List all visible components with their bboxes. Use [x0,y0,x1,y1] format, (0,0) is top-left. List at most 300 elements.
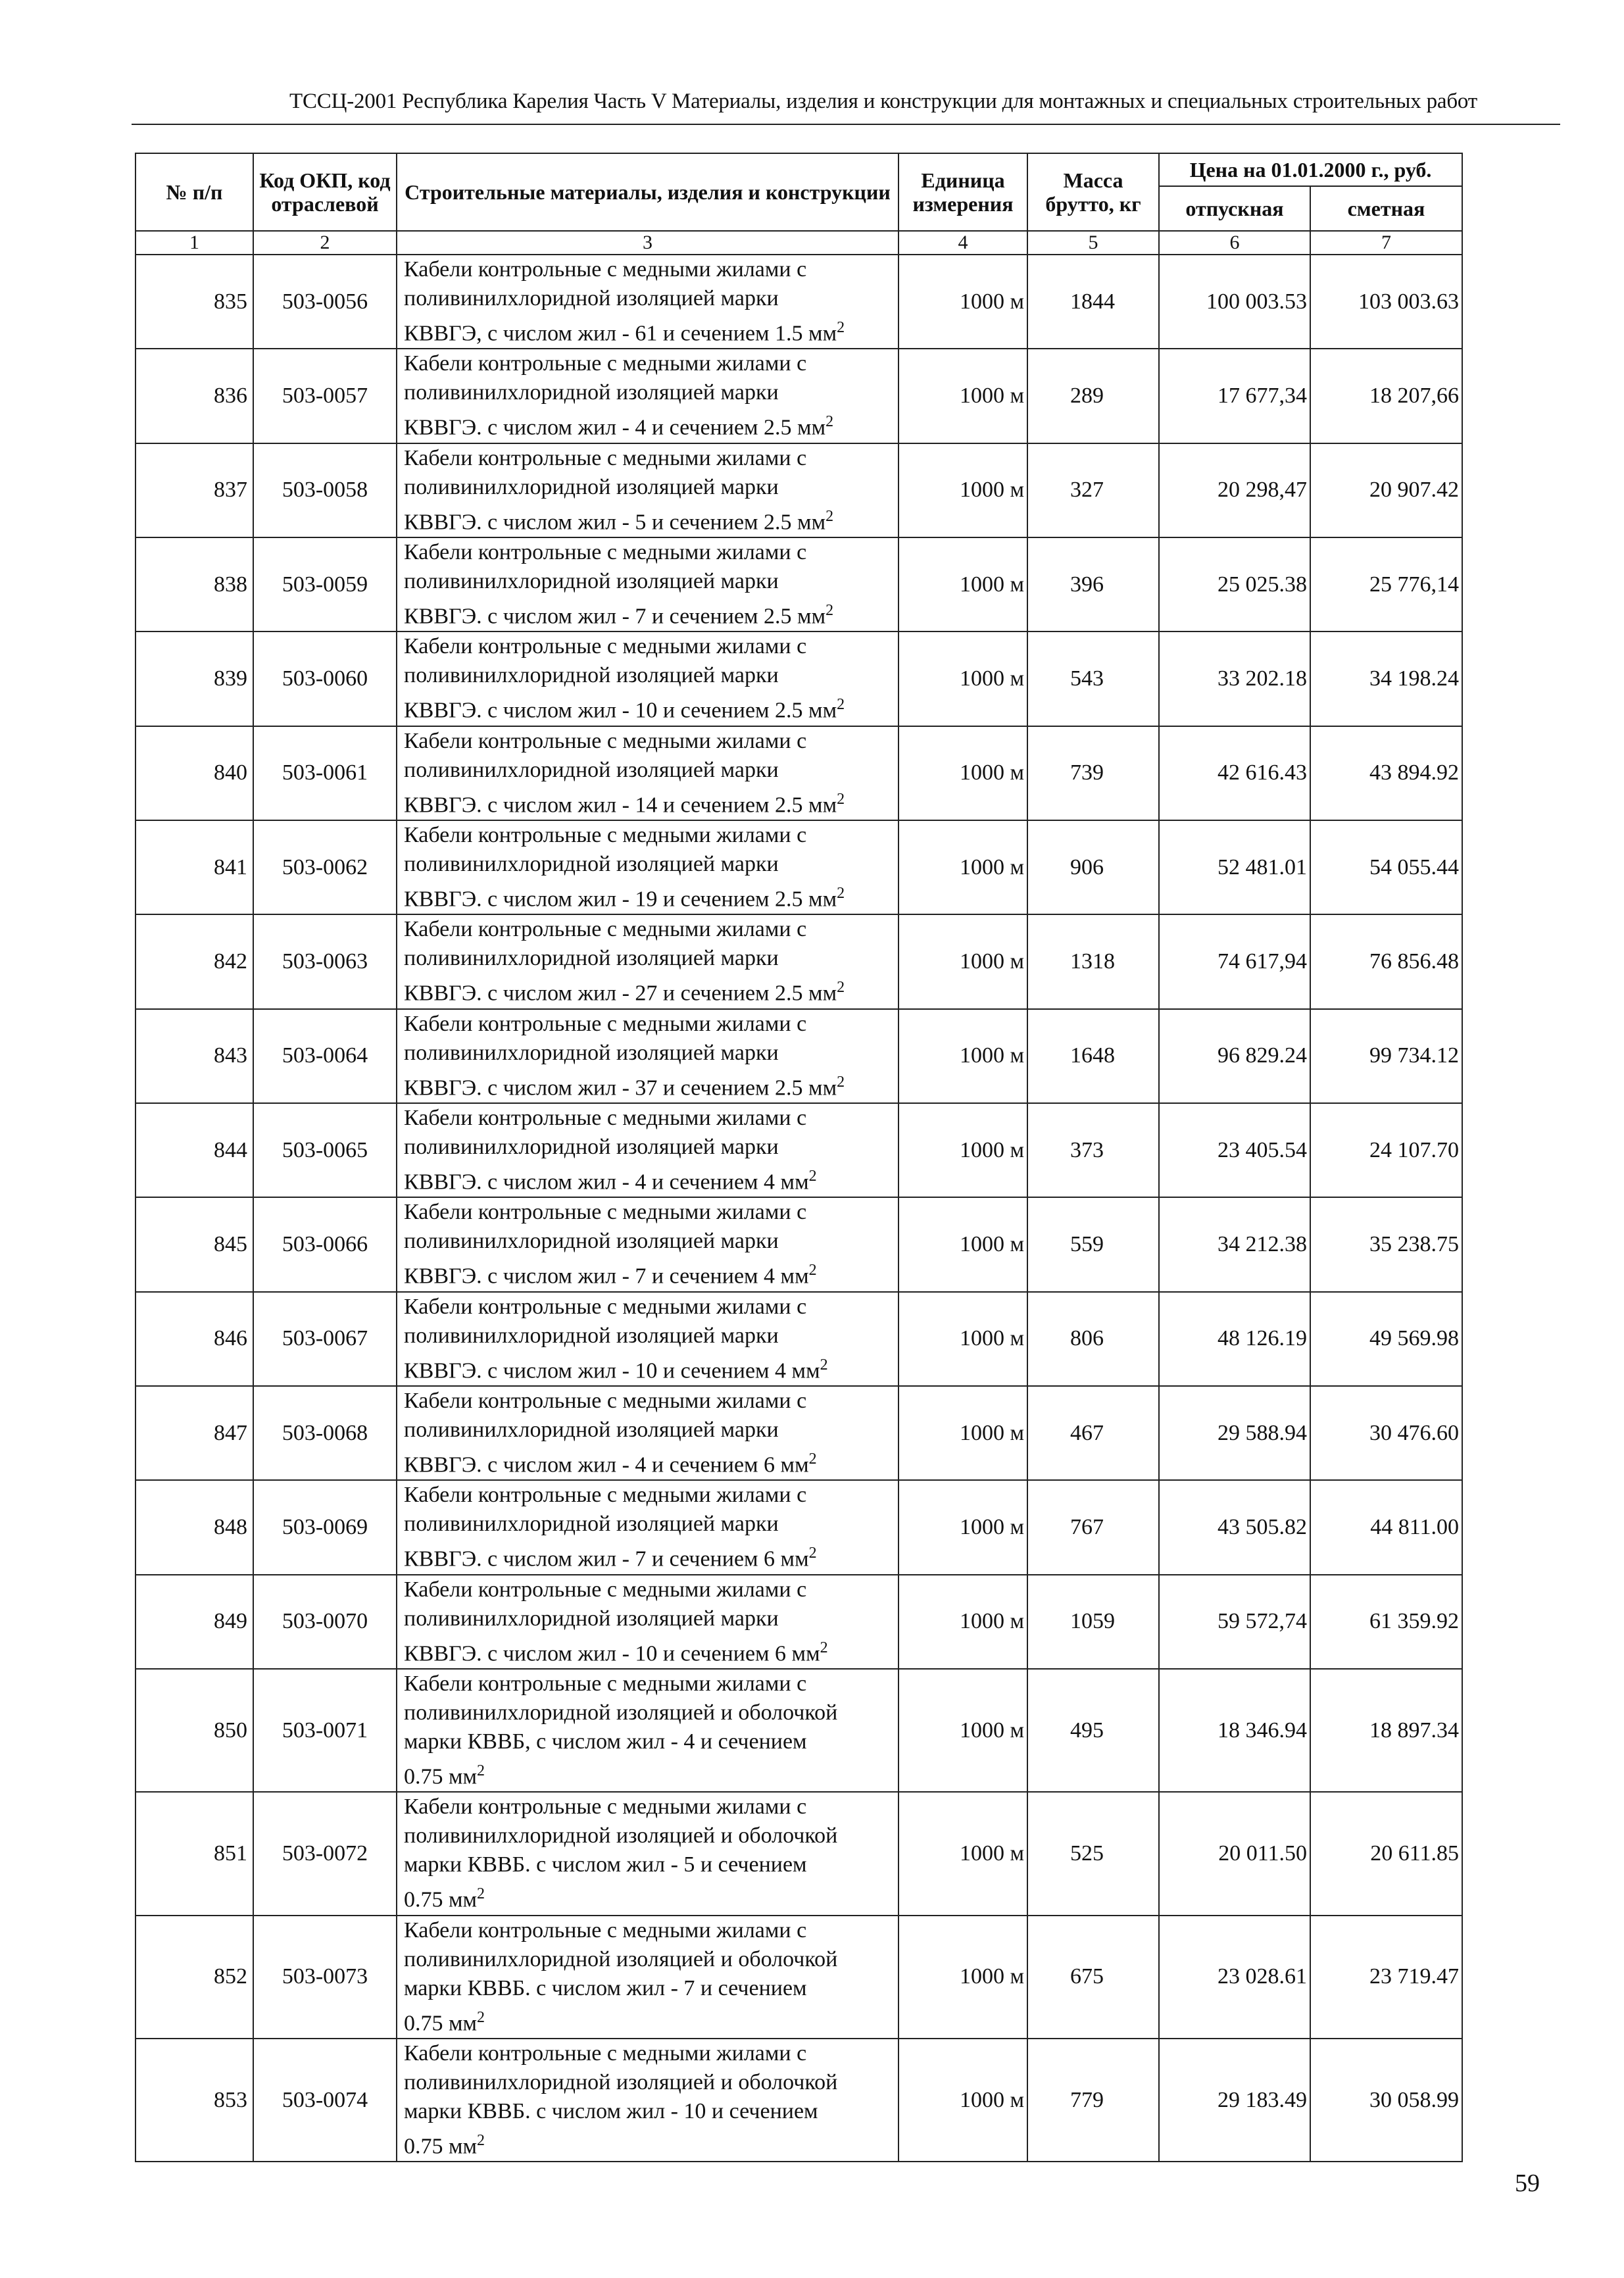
unit-superscript: 2 [825,601,834,619]
description-text: Кабели контрольные с медными жилами с [404,1200,807,1225]
row-price-release: 23 405.54 [1159,1103,1310,1197]
row-unit: 1000 м [898,537,1027,631]
unit-superscript: 2 [808,1450,817,1468]
row-mass: 806 [1027,1292,1159,1386]
row-price-estimate: 30 476.60 [1310,1386,1462,1480]
description-line [404,1793,898,1821]
table-row [135,1103,1462,1197]
description-text: Кабели контрольные с медными жилами с [404,634,807,659]
description-text: Кабели контрольные с медными жилами с [404,1918,807,1943]
description-text: КВВГЭ. с числом жил - 10 и сечением 4 мм [404,1358,820,1383]
description-line [404,1604,898,1633]
row-price-release: 34 212.38 [1159,1197,1310,1291]
row-code: 503-0061 [253,726,397,820]
row-price-estimate: 34 198.24 [1310,631,1462,726]
row-number: 839 [135,631,253,726]
row-price-release: 42 616.43 [1159,726,1310,820]
description-line [404,821,898,850]
table-row [135,537,1462,631]
description-line [404,502,898,537]
row-description [397,1009,898,1103]
row-number: 844 [135,1103,253,1197]
row-mass: 675 [1027,1916,1159,2039]
row-mass: 396 [1027,537,1159,631]
row-price-estimate: 43 894.92 [1310,726,1462,820]
description-line [404,1104,898,1133]
column-number: 1 [135,231,253,255]
page-number: 59 [1515,2169,1540,2197]
table-row [135,914,1462,1008]
row-unit: 1000 м [898,1103,1027,1197]
description-line [404,2097,898,2126]
row-description [397,255,898,349]
description-line [404,538,898,567]
row-code: 503-0071 [253,1669,397,1792]
description-text: поливинилхлоридной изоляцией марки [404,1606,779,1631]
row-unit: 1000 м [898,1009,1027,1103]
description-line [404,2068,898,2097]
row-price-release: 29 183.49 [1159,2039,1310,2162]
table-row [135,1916,1462,2039]
row-number: 850 [135,1669,253,1792]
row-description [397,1292,898,1386]
row-mass: 495 [1027,1669,1159,1792]
row-code: 503-0056 [253,255,397,349]
description-line [404,2003,898,2038]
description-line [404,1575,898,1604]
row-description [397,1792,898,1915]
row-price-release: 20 011.50 [1159,1792,1310,1915]
row-price-estimate: 35 238.75 [1310,1197,1462,1291]
row-unit: 1000 м [898,1480,1027,1574]
row-price-release: 20 298,47 [1159,443,1310,537]
description-line [404,1945,898,1974]
description-text: КВВГЭ. с числом жил - 7 и сечением 4 мм [404,1264,809,1289]
header-unit: Единица измерения [898,153,1027,231]
description-line [404,284,898,313]
description-text: поливинилхлоридной изоляцией марки [404,1134,779,1159]
row-description [397,1197,898,1291]
description-text: поливинилхлоридной изоляцией и оболочкой [404,1946,838,1971]
table-row [135,1575,1462,1669]
row-mass: 1318 [1027,914,1159,1008]
description-line [404,255,898,284]
table-row [135,1009,1462,1103]
description-text: Кабели контрольные с медными жилами с [404,728,807,753]
row-price-estimate: 61 359.92 [1310,1575,1462,1669]
row-price-release: 17 677,34 [1159,349,1310,443]
description-text: поливинилхлоридной изоляцией и оболочкой [404,1700,838,1725]
unit-superscript: 2 [820,1356,828,1374]
row-number: 836 [135,349,253,443]
row-description [397,1575,898,1669]
description-text: Кабели контрольные с медными жилами с [404,445,807,470]
unit-superscript: 2 [820,1639,828,1656]
table-body [135,255,1462,2162]
row-code: 503-0073 [253,1916,397,2039]
description-text: поливинилхлоридной изоляцией марки [404,474,779,499]
description-text: поливинилхлоридной изоляцией и оболочкой [404,2069,838,2094]
header-price-release: отпускная [1159,186,1310,231]
description-text: марки КВВБ. с числом жил - 10 и сечением [404,2098,818,2123]
row-mass: 1648 [1027,1009,1159,1103]
description-line [404,690,898,725]
row-number: 840 [135,726,253,820]
unit-superscript: 2 [825,413,834,431]
description-line [404,1445,898,1479]
row-price-estimate: 18 207,66 [1310,349,1462,443]
description-text: поливинилхлоридной изоляцией марки [404,380,779,405]
description-text: поливинилхлоридной изоляцией марки [404,757,779,782]
unit-superscript: 2 [825,507,834,525]
row-unit: 1000 м [898,1292,1027,1386]
row-unit: 1000 м [898,631,1027,726]
header-price-estimate: сметная [1310,186,1462,231]
description-line [404,661,898,690]
description-line [404,596,898,631]
row-number: 853 [135,2039,253,2162]
row-price-estimate: 99 734.12 [1310,1009,1462,1103]
row-description [397,726,898,820]
row-unit: 1000 м [898,914,1027,1008]
row-unit: 1000 м [898,820,1027,914]
row-code: 503-0059 [253,537,397,631]
row-number: 848 [135,1480,253,1574]
description-line [404,1879,898,1914]
header-num: № п/п [135,153,253,231]
description-text: Кабели контрольные с медными жилами с [404,822,807,847]
description-line [404,850,898,879]
row-unit: 1000 м [898,1197,1027,1291]
row-unit: 1000 м [898,349,1027,443]
description-text: Кабели контрольные с медными жилами с [404,2041,807,2066]
row-code: 503-0066 [253,1197,397,1291]
row-description [397,537,898,631]
table-row [135,1292,1462,1386]
table-row [135,1480,1462,1574]
description-line [404,1133,898,1162]
column-number: 7 [1310,231,1462,255]
description-text: поливинилхлоридной изоляцией и оболочкой [404,1823,838,1848]
table-row [135,1197,1462,1291]
description-line [404,915,898,944]
row-description [397,1103,898,1197]
row-unit: 1000 м [898,2039,1027,2162]
row-unit: 1000 м [898,1916,1027,2039]
description-text: КВВГЭ. с числом жил - 5 и сечением 2.5 мм [404,509,826,534]
description-line [404,2039,898,2068]
description-line [404,1481,898,1510]
description-line [404,1416,898,1445]
table-row [135,631,1462,726]
row-price-release: 100 003.53 [1159,255,1310,349]
description-line [404,1293,898,1322]
description-line [404,349,898,378]
row-price-estimate: 23 719.47 [1310,1916,1462,2039]
row-price-release: 23 028.61 [1159,1916,1310,2039]
description-line [404,473,898,502]
row-price-release: 29 588.94 [1159,1386,1310,1480]
row-price-estimate: 76 856.48 [1310,914,1462,1008]
description-text: поливинилхлоридной изоляцией марки [404,663,779,688]
description-text: марки КВВБ. с числом жил - 5 и сечением [404,1852,807,1877]
row-code: 503-0074 [253,2039,397,2162]
header-description: Строительные материалы, изделия и конструкции [397,153,898,231]
row-price-estimate: 25 776,14 [1310,537,1462,631]
description-text: Кабели контрольные с медными жилами с [404,1388,807,1413]
description-line [404,378,898,407]
description-text: поливинилхлоридной изоляцией марки [404,1512,779,1537]
row-description [397,631,898,726]
row-description [397,443,898,537]
column-number: 4 [898,231,1027,255]
column-number: 3 [397,231,898,255]
row-price-estimate: 54 055.44 [1310,820,1462,914]
description-text: Кабели контрольные с медными жилами с [404,1011,807,1036]
description-text: КВВГЭ. с числом жил - 10 и сечением 6 мм [404,1641,820,1666]
row-code: 503-0063 [253,914,397,1008]
description-text: 0.75 мм [404,1764,478,1789]
row-unit: 1000 м [898,1669,1027,1792]
row-price-estimate: 20 611.85 [1310,1792,1462,1915]
table-row [135,820,1462,914]
description-line [404,1974,898,2003]
description-text: КВВГЭ. с числом жил - 4 и сечением 2.5 мм [404,415,826,440]
description-line [404,1727,898,1756]
row-mass: 906 [1027,820,1159,914]
row-code: 503-0070 [253,1575,397,1669]
description-text: марки КВВБ. с числом жил - 7 и сечением [404,1975,807,2000]
description-text: Кабели контрольные с медными жилами с [404,1294,807,1319]
row-price-estimate: 24 107.70 [1310,1103,1462,1197]
row-description [397,914,898,1008]
description-text: КВВГЭ, с числом жил - 61 и сечением 1.5 мм [404,321,837,346]
row-price-release: 18 346.94 [1159,1669,1310,1792]
row-number: 847 [135,1386,253,1480]
row-number: 842 [135,914,253,1008]
description-text: 0.75 мм [404,1887,478,1912]
header-code: Код ОКП, код отраслевой [253,153,397,231]
row-description [397,1669,898,1792]
row-price-estimate: 49 569.98 [1310,1292,1462,1386]
unit-superscript: 2 [477,1762,485,1779]
table-row [135,2039,1462,2162]
description-line [404,1633,898,1668]
row-price-release: 74 617,94 [1159,914,1310,1008]
row-number: 835 [135,255,253,349]
row-code: 503-0062 [253,820,397,914]
header-price-group: Цена на 01.01.2000 г., руб. [1159,153,1462,186]
description-line [404,1198,898,1227]
table-row [135,1669,1462,1792]
description-line [404,1510,898,1539]
description-line [404,1387,898,1416]
row-code: 503-0067 [253,1292,397,1386]
description-text: Кабели контрольные с медными жилами с [404,1105,807,1130]
description-line [404,444,898,473]
page-header-title: ТССЦ-2001 Республика Карелия Часть V Материалы, изделия и конструкции для монтажных и специальных строительных работ [289,89,1477,113]
description-line [404,1256,898,1291]
description-line [404,313,898,348]
row-mass: 525 [1027,1792,1159,1915]
row-code: 503-0064 [253,1009,397,1103]
description-text: поливинилхлоридной изоляцией марки [404,1040,779,1065]
description-line [404,1322,898,1350]
description-line [404,407,898,442]
description-text: КВВГЭ. с числом жил - 14 и сечением 2.5 мм [404,792,837,817]
description-text: КВВГЭ. с числом жил - 10 и сечением 2.5 мм [404,698,837,723]
description-text: КВВГЭ. с числом жил - 27 и сечением 2.5 мм [404,981,837,1006]
column-number: 5 [1027,231,1159,255]
row-code: 503-0069 [253,1480,397,1574]
row-price-release: 52 481.01 [1159,820,1310,914]
row-description [397,1480,898,1574]
unit-superscript: 2 [837,790,845,808]
description-text: поливинилхлоридной изоляцией марки [404,286,779,310]
description-line [404,1821,898,1850]
description-text: поливинилхлоридной изоляцией марки [404,1417,779,1442]
description-text: поливинилхлоридной изоляцией марки [404,1229,779,1254]
unit-superscript: 2 [837,319,845,336]
description-line [404,632,898,661]
header-divider [132,124,1560,125]
row-description [397,2039,898,2162]
unit-superscript: 2 [477,2008,485,2026]
unit-superscript: 2 [808,1262,817,1279]
row-mass: 373 [1027,1103,1159,1197]
table-row [135,1792,1462,1915]
row-description [397,1916,898,2039]
description-line [404,756,898,785]
description-text: Кабели контрольные с медными жилами с [404,539,807,564]
row-mass: 767 [1027,1480,1159,1574]
table-row [135,349,1462,443]
column-number: 2 [253,231,397,255]
row-code: 503-0072 [253,1792,397,1915]
description-line [404,2126,898,2161]
row-price-estimate: 20 907.42 [1310,443,1462,537]
description-text: Кабели контрольные с медными жилами с [404,1671,807,1696]
description-line [404,567,898,596]
description-text: 0.75 мм [404,2010,478,2035]
description-text: Кабели контрольные с медными жилами с [404,917,807,942]
row-unit: 1000 м [898,1386,1027,1480]
row-number: 841 [135,820,253,914]
description-text: КВВГЭ. с числом жил - 19 и сечением 2.5 мм [404,887,837,912]
row-description [397,1386,898,1480]
description-line [404,944,898,973]
description-text: КВВГЭ. с числом жил - 4 и сечением 6 мм [404,1452,809,1477]
table-row [135,726,1462,820]
row-code: 503-0068 [253,1386,397,1480]
row-code: 503-0057 [253,349,397,443]
description-text: Кабели контрольные с медными жилами с [404,351,807,376]
row-number: 837 [135,443,253,537]
row-price-estimate: 103 003.63 [1310,255,1462,349]
row-price-release: 43 505.82 [1159,1480,1310,1574]
description-text: КВВГЭ. с числом жил - 4 и сечением 4 мм [404,1170,809,1195]
row-unit: 1000 м [898,726,1027,820]
row-code: 503-0060 [253,631,397,726]
description-text: Кабели контрольные с медными жилами с [404,1483,807,1508]
description-line [404,1756,898,1791]
row-mass: 289 [1027,349,1159,443]
description-text: поливинилхлоридной изоляцией марки [404,851,779,876]
row-mass: 1059 [1027,1575,1159,1669]
unit-superscript: 2 [837,1073,845,1091]
description-text: Кабели контрольные с медными жилами с [404,1795,807,1820]
description-text: Кабели контрольные с медными жилами с [404,1577,807,1602]
row-mass: 327 [1027,443,1159,537]
description-text: поливинилхлоридной изоляцией марки [404,568,779,593]
description-line [404,1162,898,1197]
row-number: 843 [135,1009,253,1103]
row-price-release: 48 126.19 [1159,1292,1310,1386]
description-text: поливинилхлоридной изоляцией марки [404,1323,779,1348]
row-code: 503-0065 [253,1103,397,1197]
unit-superscript: 2 [477,2131,485,2149]
row-unit: 1000 м [898,1792,1027,1915]
unit-superscript: 2 [837,696,845,714]
row-mass: 467 [1027,1386,1159,1480]
row-price-estimate: 30 058.99 [1310,2039,1462,2162]
row-unit: 1000 м [898,255,1027,349]
description-line [404,1698,898,1727]
row-mass: 543 [1027,631,1159,726]
description-line [404,1010,898,1039]
row-mass: 559 [1027,1197,1159,1291]
description-line [404,1850,898,1879]
row-price-estimate: 44 811.00 [1310,1480,1462,1574]
description-line [404,727,898,756]
description-line [404,1227,898,1256]
row-number: 846 [135,1292,253,1386]
description-line [404,1539,898,1573]
row-number: 852 [135,1916,253,2039]
table-row [135,1386,1462,1480]
row-price-release: 25 025.38 [1159,537,1310,631]
row-mass: 779 [1027,2039,1159,2162]
row-mass: 1844 [1027,255,1159,349]
row-number: 851 [135,1792,253,1915]
row-number: 845 [135,1197,253,1291]
price-table [135,153,1463,2162]
unit-superscript: 2 [808,1167,817,1185]
description-line [404,785,898,820]
row-number: 838 [135,537,253,631]
description-line [404,1039,898,1068]
row-unit: 1000 м [898,1575,1027,1669]
row-unit: 1000 м [898,443,1027,537]
description-line [404,1916,898,1945]
row-mass: 739 [1027,726,1159,820]
row-price-estimate: 18 897.34 [1310,1669,1462,1792]
description-text: КВВГЭ. с числом жил - 7 и сечением 2.5 мм [404,604,826,629]
description-text: Кабели контрольные с медными жилами с [404,257,807,282]
row-price-release: 96 829.24 [1159,1009,1310,1103]
row-description [397,820,898,914]
row-code: 503-0058 [253,443,397,537]
description-text: 0.75 мм [404,2134,478,2159]
description-text: КВВГЭ. с числом жил - 37 и сечением 2.5 мм [404,1075,837,1100]
description-text: поливинилхлоридной изоляцией марки [404,946,779,971]
description-line [404,879,898,914]
row-number: 849 [135,1575,253,1669]
row-description [397,349,898,443]
column-number: 6 [1159,231,1310,255]
description-line [404,1068,898,1102]
unit-superscript: 2 [837,979,845,997]
